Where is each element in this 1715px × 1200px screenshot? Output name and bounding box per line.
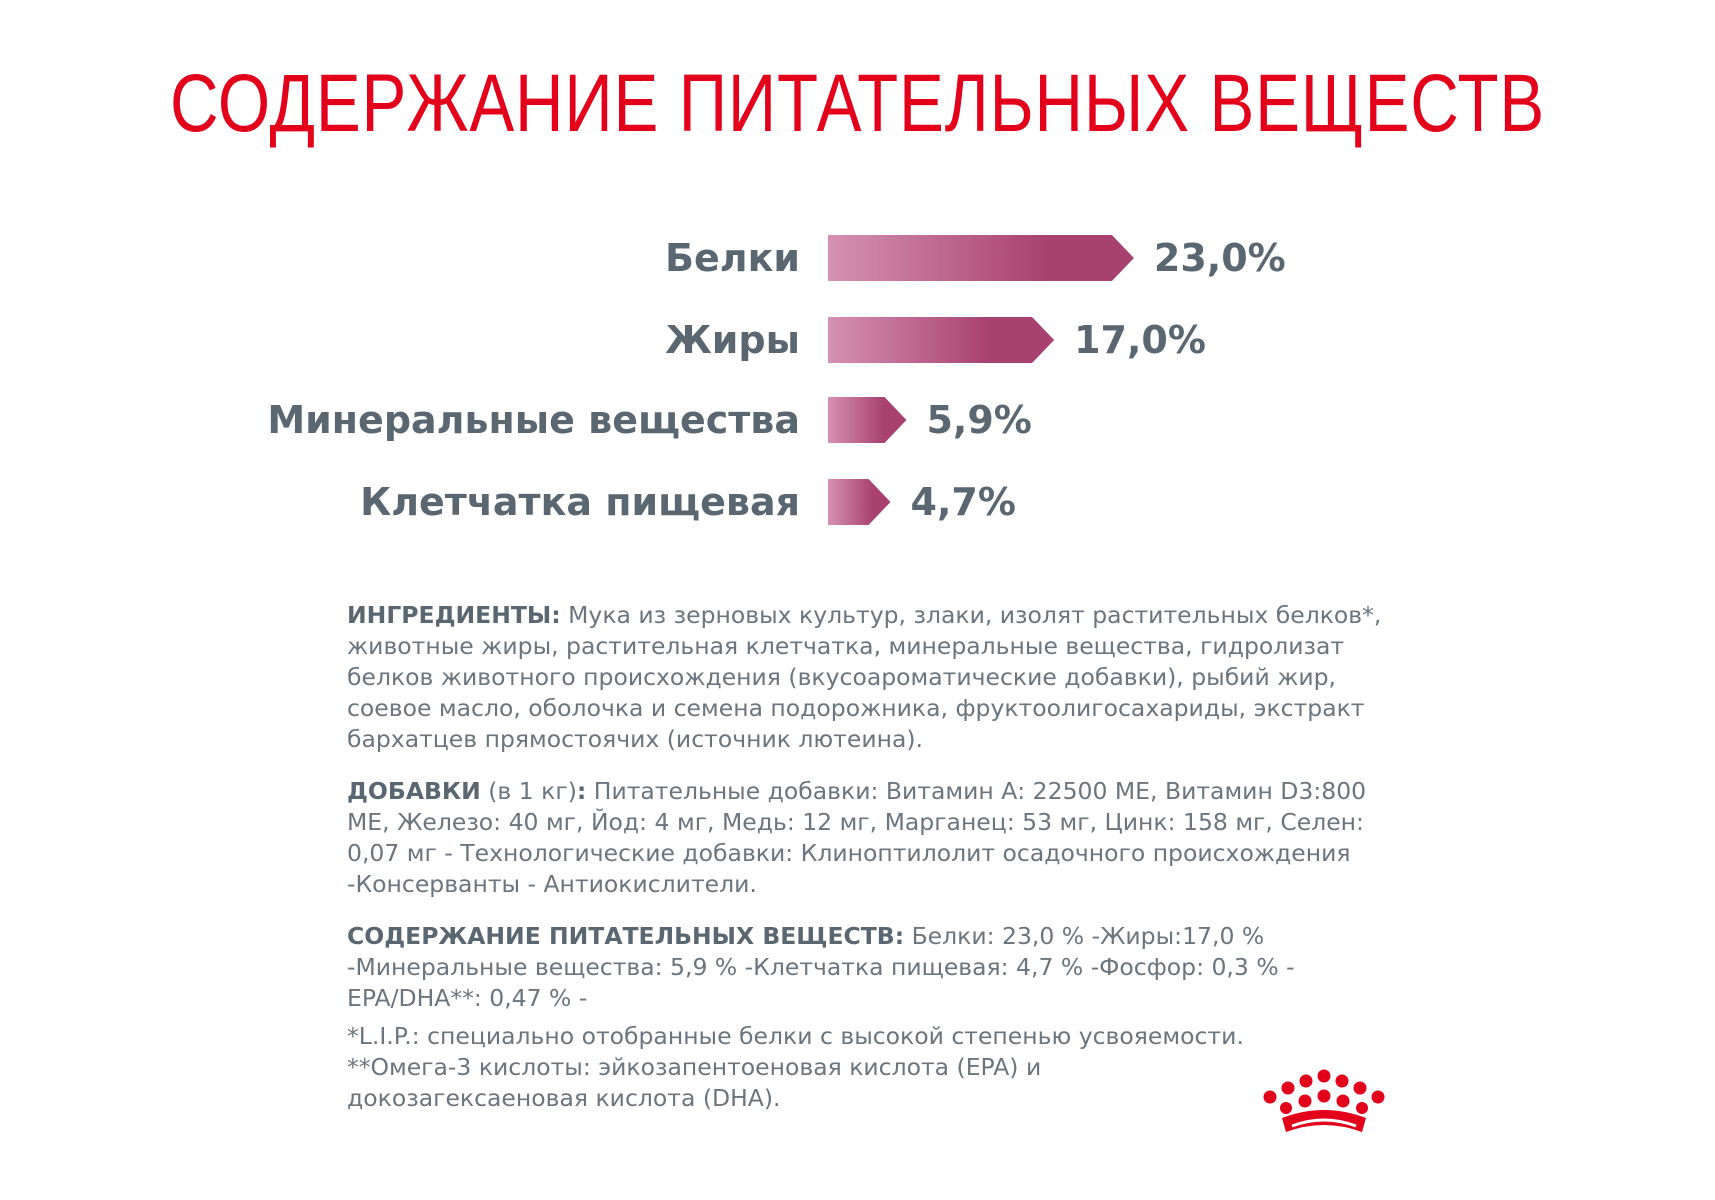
- bar-label-1: Жиры: [665, 318, 800, 362]
- additives-heading: ДОБАВКИ: [347, 777, 481, 805]
- bar-value-0: 23,0%: [1153, 236, 1286, 280]
- additives-unit: (в 1 кг): [480, 777, 577, 805]
- crown-icon: [1262, 1068, 1386, 1138]
- footnotes-block: [347, 1021, 1287, 1114]
- ingredients-block: [347, 600, 1407, 755]
- bar-label-3: Клетчатка пищевая: [360, 480, 800, 524]
- bar-value-3: 4,7%: [910, 480, 1016, 524]
- additives-block: [347, 776, 1407, 900]
- bar-0: [828, 235, 1134, 281]
- bar-label-2: Минеральные вещества: [267, 398, 800, 442]
- nutrients-block: [347, 921, 1407, 1014]
- bar-3: [828, 479, 891, 525]
- bar-2: [828, 397, 906, 443]
- footnote-omega3: **Омега-3 кислоты: эйкозапентоеновая кислота (EPA) и докозагексаеновая кислота (DHA).: [347, 1053, 1042, 1112]
- ingredients-heading: ИНГРЕДИЕНТЫ:: [347, 601, 561, 629]
- nutrients-heading: СОДЕРЖАНИЕ ПИТАТЕЛЬНЫХ ВЕЩЕСТВ:: [347, 922, 905, 950]
- bar-value-2: 5,9%: [926, 398, 1032, 442]
- nutrients-text: Белки: 23,0 % -Жиры:17,0 % -Минеральные вещества: 5,9 % -Клетчатка пищевая: 4,7 % -Фосфор: 0,3 % -EPA/DHA**: 0,47 % -: [347, 922, 1295, 1012]
- additives-text: Питательные добавки: Витамин А: 22500 МЕ, Витамин D3:800 МЕ, Железо: 40 мг, Йод: 4 мг, Медь: 12 мг, Марганец: 53 мг, Цинк: 158 мг, Селен: 0,07 мг - Технологические добавки: Клиноптилолит осадочного происхождения -Консерванты - Антиокислители.: [347, 777, 1367, 898]
- page-title: СОДЕРЖАНИЕ ПИТАТЕЛЬНЫХ ВЕЩЕСТВ: [169, 58, 1546, 149]
- additives-colon: :: [576, 777, 587, 805]
- bar-1: [828, 317, 1054, 363]
- bar-label-0: Белки: [665, 236, 800, 280]
- bar-value-1: 17,0%: [1074, 318, 1206, 362]
- ingredients-text: Мука из зерновых культур, злаки, изолят растительных белков*, животные жиры, растительная клетчатка, минеральные вещества, гидролизат белков животного происхождения (вкусоароматические добавки), рыбий жир, соевое масло, оболочка и семена подорожника, фруктоолигосахариды, экстракт бархатцев прямостоячих (источник лютеина).: [347, 601, 1382, 753]
- nutrient-bar-chart: [0, 0, 1715, 580]
- footnote-lip: *L.I.P.: специально отобранные белки с высокой степенью усвояемости.: [347, 1022, 1244, 1050]
